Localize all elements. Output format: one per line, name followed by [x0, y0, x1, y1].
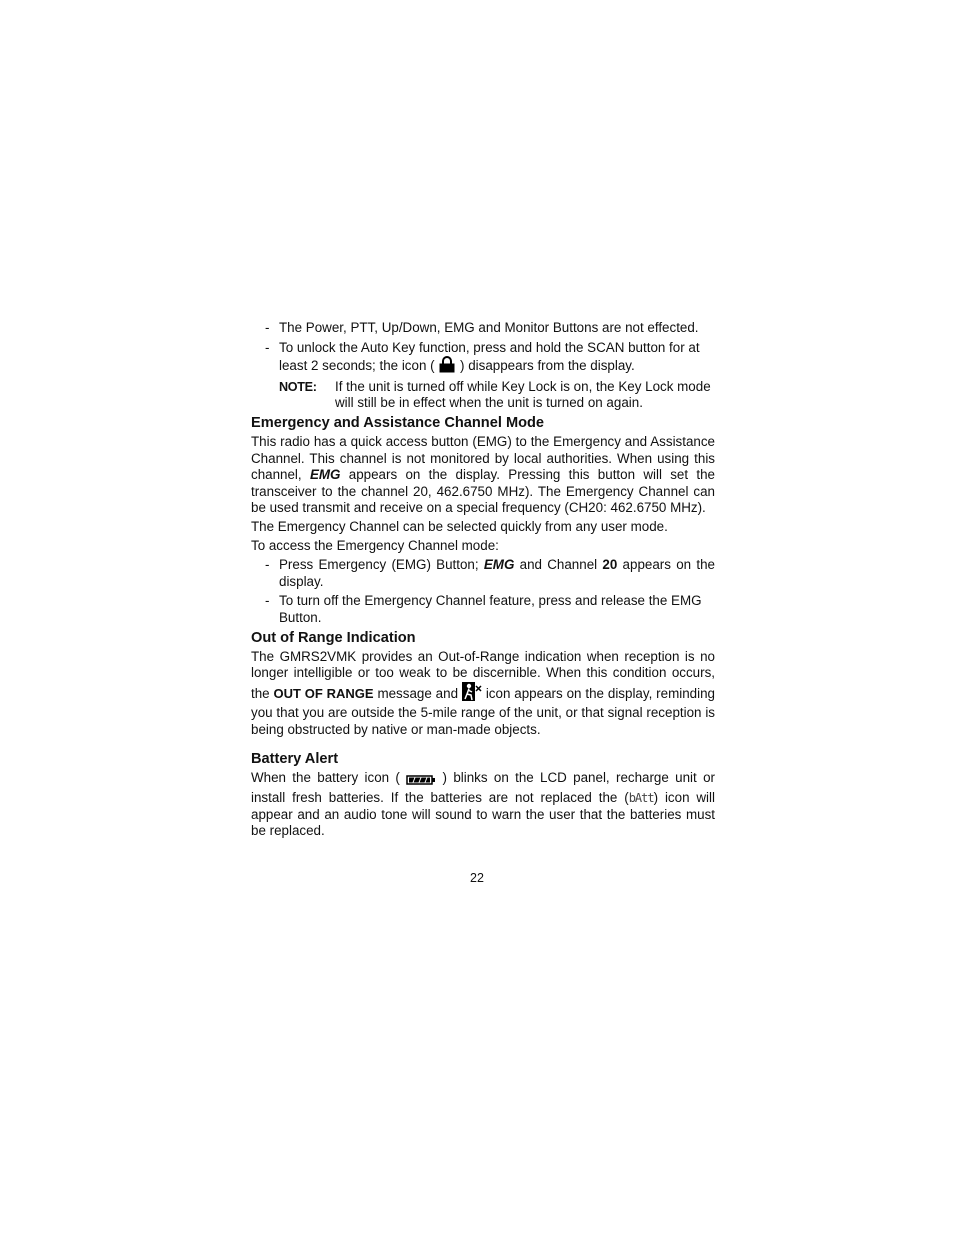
note-block	[251, 379, 715, 412]
out-of-range-icon	[462, 682, 482, 706]
bullet-text: To turn off the Emergency Channel feature, press and release the EMG Button.	[279, 593, 702, 625]
note-text: If the unit is turned off while Key Lock is on, the Key Lock mode will still be in effect when the unit is turned on again.	[335, 378, 711, 411]
emergency-paragraph	[251, 434, 715, 517]
emg-display-text: EMG	[309, 467, 341, 483]
bullet-dash: -	[265, 339, 270, 355]
text-span: ) blinks on the LCD panel, recharge unit or install fresh batteries. If the batteries are not replaced the (	[251, 770, 715, 806]
section-heading-out-of-range: Out of Range Indication	[251, 629, 416, 646]
out-of-range-paragraph	[251, 649, 715, 739]
bullet-dash: -	[265, 320, 270, 335]
manual-page-content	[251, 320, 715, 840]
text-span: The GMRS2VMK provides an Out-of-Range indication when reception is no longer intelligible or too weak to be discernible. When this condition occurs, the	[251, 648, 715, 701]
list-item	[251, 340, 715, 378]
bullet-text-end: ) disappears from the display.	[460, 358, 635, 374]
bullet-text: The Power, PTT, Up/Down, EMG and Monitor Buttons are not effected.	[279, 320, 699, 335]
text-span: ) icon will appear and an audio tone will sound to warn the user that the batteries must be replaced.	[251, 790, 715, 839]
text-span: This radio has a quick access button (EMG) to the Emergency and Assistance Channel. This channel is not monitored by local authorities. When using this channel,	[251, 433, 715, 483]
emergency-paragraph-3: To access the Emergency Channel mode:	[251, 537, 499, 553]
out-of-range-message: OUT OF RANGE	[273, 685, 374, 701]
text-span: message and	[373, 685, 462, 701]
bullet-dash: -	[265, 557, 270, 573]
text-span: and Channel	[514, 557, 603, 573]
section-heading-emergency: Emergency and Assistance Channel Mode	[251, 414, 545, 431]
list-item	[251, 593, 715, 626]
text-span: When the battery icon (	[251, 770, 407, 786]
page-number: 22	[470, 871, 484, 885]
text-span: appears on the display.	[279, 557, 715, 589]
text-span: appears on the display. Pressing this button will set the transceiver to the channel 20, 462.6750 MHz). The Emergency Channel can be used transmit and receive on a special frequency (CH20: 462.6750 MHz).	[251, 467, 715, 516]
spacer	[251, 738, 715, 748]
text-span: Press Emergency (EMG) Button;	[279, 557, 484, 573]
bullet-text: To unlock the Auto Key function, press and hold the SCAN button for at least 2 seconds; the icon (	[279, 339, 700, 374]
emergency-paragraph-2: The Emergency Channel can be selected quickly from any user mode.	[251, 518, 668, 534]
channel-number: 20	[602, 557, 618, 573]
list-item	[251, 557, 715, 590]
battery-paragraph	[251, 770, 715, 839]
note-label: NOTE:	[279, 379, 317, 394]
lock-icon	[438, 356, 456, 378]
section-heading-battery: Battery Alert	[251, 751, 339, 768]
text-span: icon appears on the display, reminding you that you are outside the 5-mile range of the unit, or that signal reception is being obstructed by native or man-made objects.	[251, 685, 715, 737]
emg-display-text: EMG	[483, 557, 515, 573]
list-item	[251, 320, 715, 337]
batt-lcd-icon: bAtt	[628, 791, 654, 806]
bullet-dash: -	[265, 593, 270, 609]
battery-icon	[406, 773, 436, 790]
